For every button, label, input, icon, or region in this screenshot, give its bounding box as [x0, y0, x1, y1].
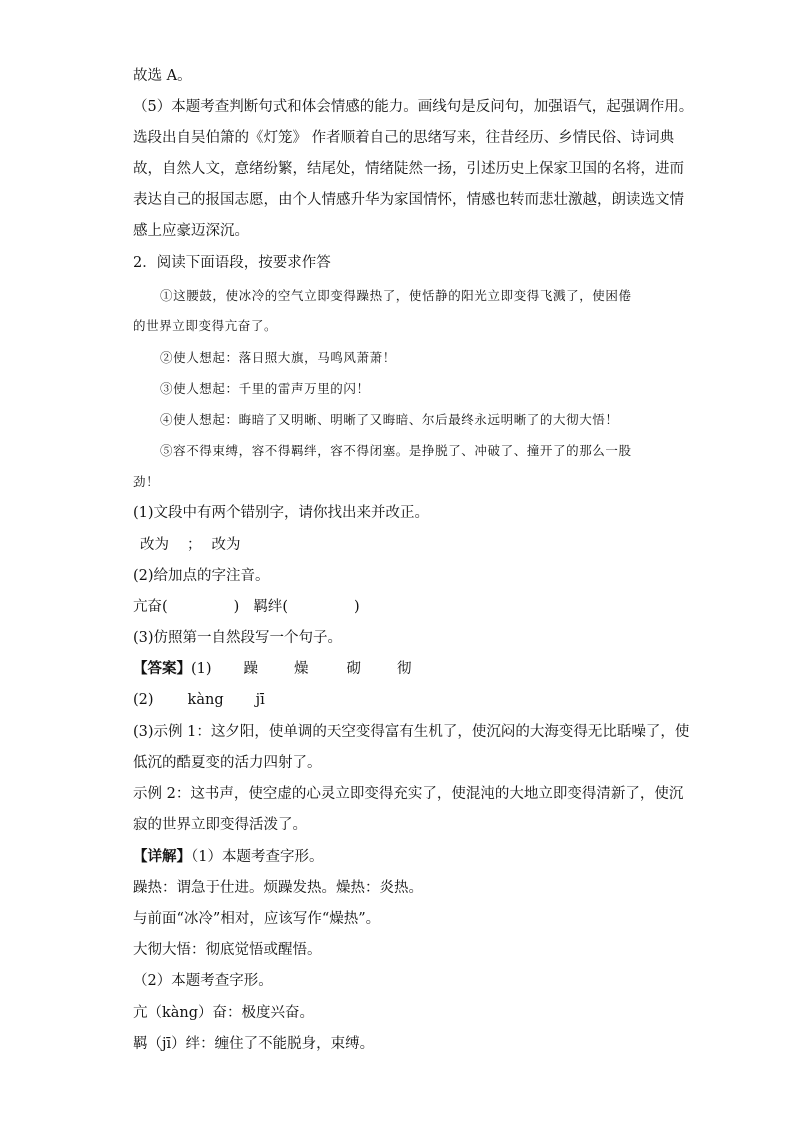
- sub-question-1: (1)文段中有两个错别字，请你找出来并改正。: [133, 505, 430, 521]
- answer-3-line-4: 寂的世界立即变得活泼了。: [133, 817, 307, 833]
- answer-3-line-3: 示例 2：这书声，使空虚的心灵立即变得充实了，使混沌的大地立即变得清新了，使沉: [133, 786, 684, 802]
- close-paren-2: ): [354, 599, 360, 615]
- sub-question-2-blanks: [133, 597, 360, 617]
- choose-a-line: 故选 A。: [133, 68, 192, 84]
- passage-line-6: ⑤容不得束缚，容不得羁绊，容不得闭塞。是挣脱了、冲破了、撞开了的那么一股: [160, 443, 632, 458]
- passage-line-5: ④使人想起：晦暗了又明晰、明晰了又晦暗、尔后最终永远明晰了的大彻大悟！: [160, 412, 619, 427]
- close-paren-1: ): [233, 599, 240, 615]
- detail-line-7: 羁（jī）绊：缠住了不能脱身，束缚。: [133, 1036, 375, 1052]
- part5-line-3: 故，自然人文，意绪纷繁，结尾处，情绪陡然一扬，引述历史上保家卫国的名将，进而: [133, 161, 684, 177]
- fill-change-to-1: 改为: [140, 537, 169, 553]
- answer-1-word-2: 燥: [294, 661, 309, 677]
- detail-label: 【详解】: [133, 848, 191, 865]
- word-jiban: 羁绊(: [253, 599, 289, 615]
- answer-line-2: [133, 690, 265, 710]
- detail-line-3: 与前面“冰冷”相对，应该写作“燥热”。: [133, 911, 381, 927]
- part5-line-5: 感上应豪迈深沉。: [133, 223, 249, 239]
- detail-line-1: [133, 847, 323, 867]
- detail-line-6: 亢（kàng）奋：极度兴奋。: [133, 1005, 315, 1021]
- part5-line-1: （5）本题考查判断句式和体会情感的能力。画线句是反问句，加强语气，起强调作用。: [133, 99, 694, 115]
- fill-separator: ；: [187, 537, 202, 553]
- answer-label: 【答案】: [133, 660, 191, 677]
- passage-line-2: 的世界立即变得亢奋了。: [133, 318, 278, 333]
- question-2-title: 2．阅读下面语段，按要求作答: [133, 255, 331, 271]
- answer-1-word-3: 砌: [346, 661, 362, 677]
- sub-question-3: (3)仿照第一自然段写一个句子。: [133, 630, 343, 646]
- sub-question-2: (2)给加点的字注音。: [133, 568, 270, 584]
- passage-line-1: ①这腰鼓，使冰冷的空气立即变得躁热了，使恬静的阳光立即变得飞溅了，使困倦: [160, 288, 632, 303]
- passage-line-7: 劲！: [133, 474, 160, 489]
- answer-2-pinyin-2: jī: [255, 692, 265, 708]
- answer-1-number: (1): [191, 661, 212, 677]
- answer-3-line-1: (3)示例 1：这夕阳，使单调的天空变得富有生机了，使沉闷的大海变得无比聒噪了，使: [133, 724, 690, 740]
- detail-line-4: 大彻大悟：彻底觉悟或醒悟。: [133, 942, 322, 958]
- detail-line-5: （2）本题考查字形。: [133, 973, 273, 989]
- fill-change-to-2: 改为: [211, 537, 241, 553]
- detail-1-heading: （1）本题考查字形。: [191, 849, 324, 865]
- answer-line-1: [133, 659, 412, 679]
- answer-1-word-4: 彻: [397, 661, 412, 677]
- answer-3-line-2: 低沉的酷夏变的活力四射了。: [133, 755, 322, 771]
- detail-line-2: 躁热：谓急于仕进。烦躁发热。燥热：炎热。: [133, 880, 423, 896]
- answer-1-word-1: 躁: [243, 661, 259, 677]
- part5-line-4: 表达自己的报国志愿，由个人情感升华为家国情怀，情感也转而悲壮激越，朗读选文情: [133, 192, 684, 208]
- passage-line-4: ③使人想起：千里的雷声万里的闪！: [160, 381, 370, 396]
- answer-2-pinyin-1: kàng: [187, 692, 224, 708]
- passage-line-3: ②使人想起：落日照大旗，马鸣风萧萧！: [160, 350, 396, 365]
- answer-2-number: (2): [133, 692, 154, 708]
- sub-question-1-blanks: [140, 535, 241, 555]
- part5-line-2: 选段出自吴伯箫的《灯笼》 作者顺着自己的思绪写来，往昔经历、乡情民俗、诗词典: [133, 130, 675, 146]
- word-kangfen: 亢奋(: [133, 599, 168, 615]
